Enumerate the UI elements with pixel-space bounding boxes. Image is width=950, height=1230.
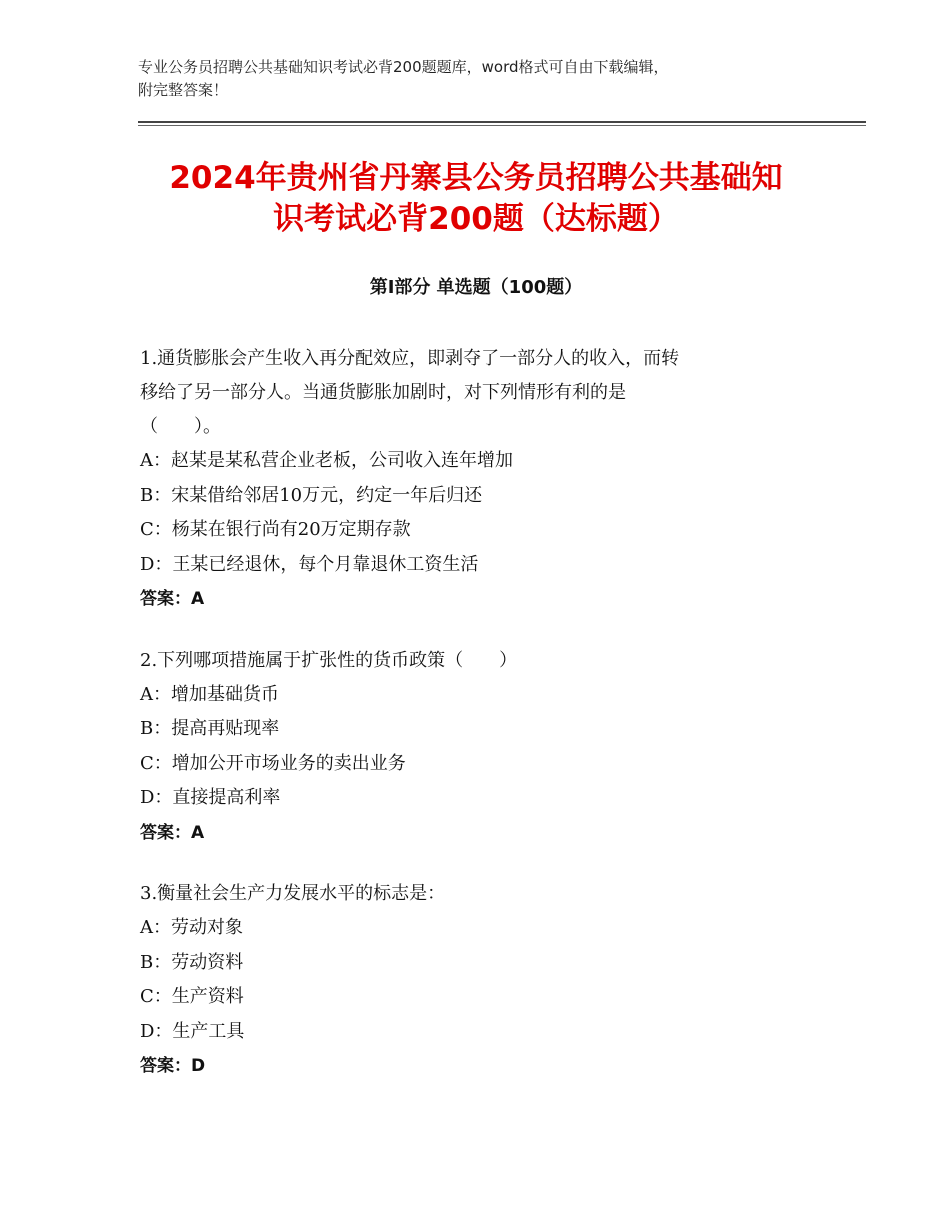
option-a: A：劳动对象	[140, 917, 243, 938]
question-stem-line: 1.通货膨胀会产生收入再分配效应，即剥夺了一部分人的收入，而转	[140, 348, 680, 369]
answer: 答案：A	[140, 822, 205, 843]
header-divider	[138, 121, 866, 123]
option-a: A：增加基础货币	[140, 683, 279, 705]
header-divider-thin	[138, 125, 866, 126]
question-1	[140, 342, 816, 617]
section-title: 第Ⅰ部分 单选题（100题）	[369, 277, 583, 298]
option-c: C：增加公开市场业务的卖出业务	[140, 752, 406, 774]
option-b: B：提高再贴现率	[140, 718, 280, 739]
answer: 答案：A	[140, 589, 205, 609]
option-c: C：生产资料	[140, 986, 244, 1007]
question-2	[140, 644, 816, 851]
document-title	[138, 158, 814, 240]
option-a: A：赵某是某私营企业老板，公司收入连年增加	[140, 450, 513, 471]
option-d: D：生产工具	[140, 1020, 245, 1042]
option-b: B：宋某借给邻居10万元，约定一年后归还	[140, 484, 483, 506]
option-d: D：王某已经退休，每个月靠退休工资生活	[140, 553, 479, 575]
question-stem-line: 移给了另一部分人。当通货膨胀加剧时，对下列情形有利的是	[140, 382, 626, 403]
answer: 答案：D	[140, 1056, 206, 1076]
option-c: C：杨某在银行尚有20万定期存款	[140, 519, 411, 540]
document-title-line-1: 2024年贵州省丹寨县公务员招聘公共基础知	[169, 160, 783, 196]
question-3	[140, 877, 816, 1084]
question-list	[140, 342, 816, 1111]
question-stem-line: 2.下列哪项措施属于扩张性的货币政策（ ）	[140, 649, 518, 671]
question-stem-line: （ ）。	[140, 416, 221, 437]
question-stem-line: 3.衡量社会生产力发展水平的标志是：	[140, 883, 446, 904]
option-d: D：直接提高利率	[140, 787, 281, 808]
header-line-1: 专业公务员招聘公共基础知识考试必背200题题库，word格式可自由下载编辑，	[138, 58, 669, 76]
page-header	[138, 56, 838, 102]
document-title-line-2: 识考试必背200题（达标题）	[273, 201, 679, 237]
option-b: B：劳动资料	[140, 951, 244, 973]
header-line-2: 附完整答案！	[138, 81, 229, 99]
